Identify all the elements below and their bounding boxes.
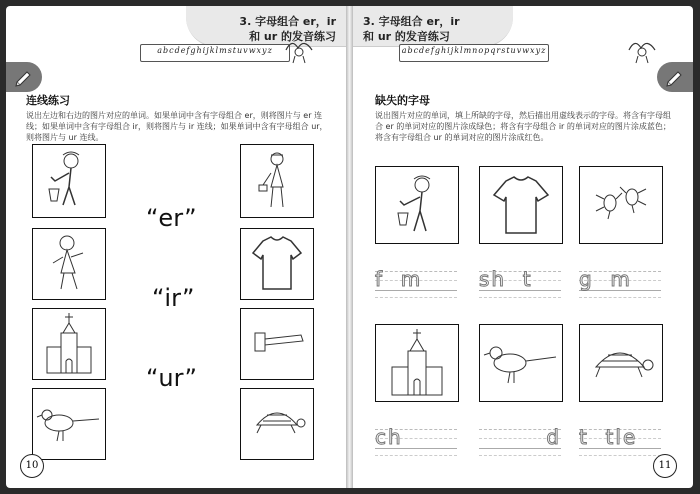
shirt-icon <box>480 167 562 243</box>
instructions: 说出左边和右边的图片对应的单词。如果单词中含有字母组合 er，则将图片与 er 连线；如果单词中含有字母组合 ir，则将图片与 ir 连线；如果单词中含有字母组合 ur，则将图片与 ur 连线。 <box>26 111 328 142</box>
section-title: 连线练习 <box>26 94 70 107</box>
pencil-icon <box>6 62 42 92</box>
page-number: 10 <box>20 454 44 478</box>
nurse-picture <box>240 144 314 218</box>
chapter-tab <box>186 6 346 47</box>
farmer-picture <box>32 144 106 218</box>
left-page <box>6 6 346 488</box>
writing-line <box>375 268 457 298</box>
word-trace: t tle <box>579 425 638 449</box>
alphabet-banner: abcdefghijklmnopqrstuvwxyz <box>399 44 549 62</box>
writing-line <box>479 268 561 298</box>
hammer-icon <box>241 309 313 379</box>
bird-icon <box>33 389 105 459</box>
germ-icon <box>580 167 662 243</box>
germ-picture <box>579 166 663 244</box>
alphabet-banner: abcdefghijklmstuvwxyz <box>140 44 290 62</box>
church-picture <box>32 308 106 380</box>
section-title: 缺失的字母 <box>375 94 430 107</box>
church-icon <box>376 325 458 401</box>
pencil-icon <box>657 62 693 92</box>
turtle-icon <box>241 389 313 459</box>
farmer-picture <box>375 166 459 244</box>
turtle-picture <box>240 388 314 460</box>
church-icon <box>33 309 105 379</box>
nurse-icon <box>241 145 313 217</box>
shirt-icon <box>241 229 313 299</box>
word-trace: ch <box>375 425 403 449</box>
turtle-icon <box>580 325 662 401</box>
farmer-icon <box>33 145 105 217</box>
page-number: 11 <box>653 454 677 478</box>
girl-icon <box>33 229 105 299</box>
chapter-tab <box>353 6 513 47</box>
writing-line <box>579 426 661 456</box>
shirt-picture <box>240 228 314 300</box>
label-ir: “ir” <box>152 284 195 312</box>
chapter-title: 3. 字母组合 er，ir 和 ur 的发音练习 <box>363 15 460 43</box>
writing-line <box>375 426 457 456</box>
writing-line <box>479 426 561 456</box>
bird-icon <box>480 325 562 401</box>
turtle-picture <box>579 324 663 402</box>
writing-line <box>579 268 661 298</box>
girl-picture <box>32 228 106 300</box>
word-trace: sh t <box>479 267 533 291</box>
hammer-picture <box>240 308 314 380</box>
angel-icon <box>282 36 316 64</box>
label-er: “er” <box>146 204 197 232</box>
word-trace: d <box>546 425 561 449</box>
church-picture <box>375 324 459 402</box>
label-ur: “ur” <box>146 364 197 392</box>
shirt-picture <box>479 166 563 244</box>
farmer-icon <box>376 167 458 243</box>
angel-icon <box>625 36 659 64</box>
word-trace: g m <box>579 267 632 291</box>
book-spine <box>346 6 353 488</box>
chapter-title: 3. 字母组合 er，ir 和 ur 的发音练习 <box>239 15 336 43</box>
word-trace: f m <box>375 267 423 291</box>
bird-picture <box>32 388 106 460</box>
bird-picture <box>479 324 563 402</box>
right-page <box>353 6 693 488</box>
instructions: 说出图片对应的单词，填上所缺的字母，然后描出用虚线表示的字母。将含有字母组合 er 的单词对应的图片涂成绿色；将含有字母组合 ir 的单词对应的图片涂成蓝色；将含有字母组合 ur 的单词对应的图片涂成红色。 <box>375 111 671 142</box>
